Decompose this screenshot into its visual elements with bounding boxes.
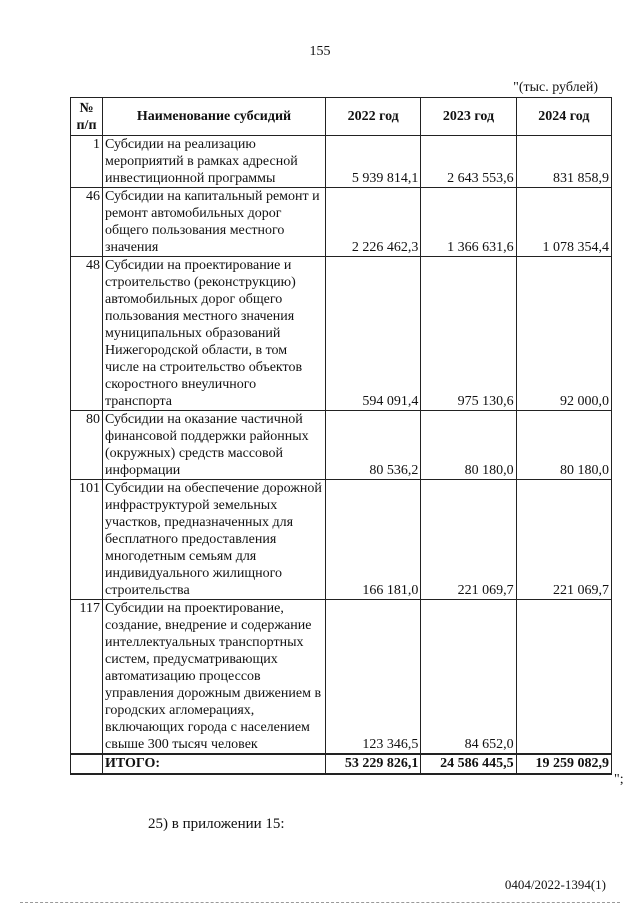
table-row: [71, 188, 612, 257]
table-row: [71, 257, 612, 411]
row-2023: 2 643 553,6: [421, 136, 516, 188]
row-2024: 92 000,0: [516, 257, 611, 411]
row-2023: 975 130,6: [421, 257, 516, 411]
document-code: 0404/2022-1394(1): [504, 877, 606, 892]
total-num-cell: [71, 754, 103, 774]
header-num: № п/п: [71, 98, 103, 136]
row-2023: 1 366 631,6: [421, 188, 516, 257]
row-num: 48: [71, 257, 103, 411]
total-2023: 24 586 445,5: [421, 754, 516, 774]
row-num: 101: [71, 480, 103, 600]
row-2024: 80 180,0: [516, 411, 611, 480]
row-2022: 594 091,4: [326, 257, 421, 411]
row-name: Субсидии на реализацию мероприятий в рамках адресной инвестиционной программы: [103, 136, 326, 188]
closing-mark: ";: [614, 772, 624, 787]
row-2024: 831 858,9: [516, 136, 611, 188]
row-num: 80: [71, 411, 103, 480]
table-row: [71, 600, 612, 755]
row-2023: 84 652,0: [421, 600, 516, 755]
row-name: Субсидии на оказание частичной финансовой поддержки районных (окружных) средств массовой информации: [103, 411, 326, 480]
total-2024: 19 259 082,9: [516, 754, 611, 774]
row-num: 1: [71, 136, 103, 188]
units-label: "(тыс. рублей): [513, 80, 598, 95]
table-row: [71, 480, 612, 600]
row-2023: 221 069,7: [421, 480, 516, 600]
amendment-text: 25) в приложении 15:: [148, 816, 285, 832]
total-label: ИТОГО:: [103, 754, 326, 774]
header-2024: 2024 год: [516, 98, 611, 136]
row-2022: 80 536,2: [326, 411, 421, 480]
row-num: 46: [71, 188, 103, 257]
table-header-row: [71, 98, 612, 136]
row-name: Субсидии на проектирование и строительство (реконструкцию) автомобильных дорог общего пользования местного значения муниципальных образований Нижегородской области, в том числе на строительство объектов скоростного внеуличного транспорта: [103, 257, 326, 411]
row-2023: 80 180,0: [421, 411, 516, 480]
row-2022: 166 181,0: [326, 480, 421, 600]
row-2022: 5 939 814,1: [326, 136, 421, 188]
header-name: Наименование субсидий: [103, 98, 326, 136]
row-2024: 1 078 354,4: [516, 188, 611, 257]
row-name: Субсидии на проектирование, создание, внедрение и содержание интеллектуальных транспортных систем, предусматривающих автоматизацию процессов управления дорожным движением в городских агломерациях, включающих города с населением свыше 300 тысяч человек: [103, 600, 326, 755]
table-row: [71, 136, 612, 188]
row-num: 117: [71, 600, 103, 755]
row-name: Субсидии на обеспечение дорожной инфраструктурой земельных участков, предназначенных для бесплатного предоставления многодетным семьям для индивидуального жилищного строительства: [103, 480, 326, 600]
row-name: Субсидии на капитальный ремонт и ремонт автомобильных дорог общего пользования местного значения: [103, 188, 326, 257]
page-bottom-divider: [20, 902, 620, 903]
row-2022: 123 346,5: [326, 600, 421, 755]
subsidies-table: [70, 97, 612, 775]
page-number: 155: [309, 44, 331, 59]
table-row: [71, 411, 612, 480]
total-row: [71, 754, 612, 774]
total-2022: 53 229 826,1: [326, 754, 421, 774]
header-2022: 2022 год: [326, 98, 421, 136]
header-2023: 2023 год: [421, 98, 516, 136]
row-2022: 2 226 462,3: [326, 188, 421, 257]
row-2024: [516, 600, 611, 755]
row-2024: 221 069,7: [516, 480, 611, 600]
